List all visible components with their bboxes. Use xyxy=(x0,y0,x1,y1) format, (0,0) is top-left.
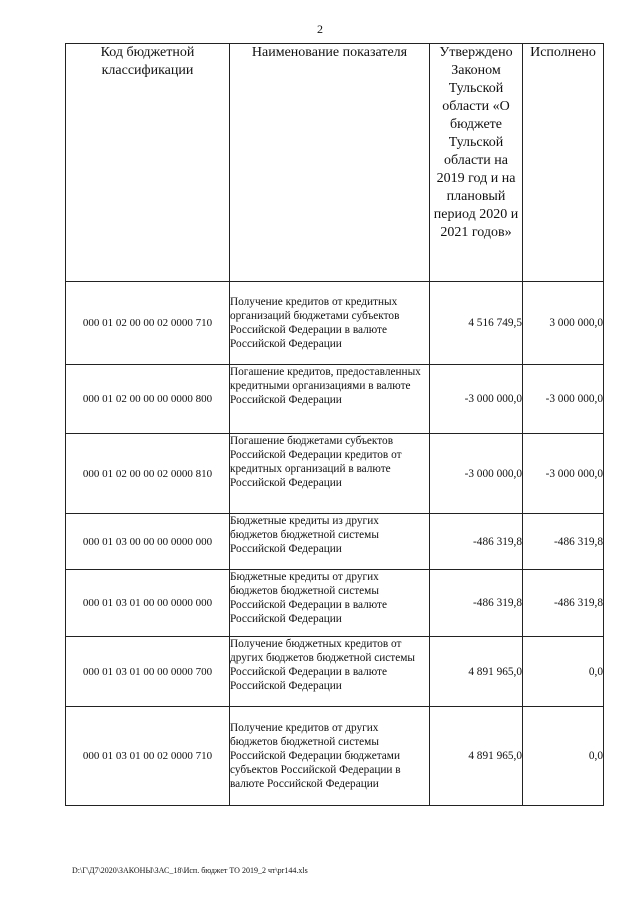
table-row xyxy=(66,282,604,365)
row-code: 000 01 02 00 00 02 0000 710 xyxy=(66,282,230,365)
row-approved: 4 891 965,0 xyxy=(430,707,523,806)
table-row xyxy=(66,570,604,637)
row-name: Бюджетные кредиты от других бюджетов бюджетной системы Российской Федерации в валюте Российской Федерации xyxy=(230,570,430,637)
row-code: 000 01 02 00 00 02 0000 810 xyxy=(66,434,230,514)
row-name: Получение бюджетных кредитов от других бюджетов бюджетной системы Российской Федерации в валюте Российской Федерации xyxy=(230,637,430,707)
row-approved: 4 891 965,0 xyxy=(430,637,523,707)
row-approved: -486 319,8 xyxy=(430,514,523,570)
row-approved: -486 319,8 xyxy=(430,570,523,637)
header-executed: Исполнено xyxy=(523,44,604,282)
row-code: 000 01 03 01 00 02 0000 710 xyxy=(66,707,230,806)
table-row xyxy=(66,434,604,514)
budget-table xyxy=(65,43,604,806)
row-code: 000 01 02 00 00 00 0000 800 xyxy=(66,365,230,434)
row-executed: -486 319,8 xyxy=(523,514,604,570)
header-code: Код бюджетной классификации xyxy=(66,44,230,282)
table-row xyxy=(66,637,604,707)
row-executed: 0,0 xyxy=(523,707,604,806)
row-executed: -486 319,8 xyxy=(523,570,604,637)
row-name: Получение кредитов от других бюджетов бюджетной системы Российской Федерации бюджетами субъектов Российской Федерации в валюте Российской Федерации xyxy=(230,707,430,806)
table-row xyxy=(66,707,604,806)
row-executed: 3 000 000,0 xyxy=(523,282,604,365)
row-name: Погашение кредитов, предоставленных кредитными организациями в валюте Российской Федерации xyxy=(230,365,430,434)
row-code: 000 01 03 01 00 00 0000 000 xyxy=(66,570,230,637)
row-approved: 4 516 749,5 xyxy=(430,282,523,365)
row-approved: -3 000 000,0 xyxy=(430,365,523,434)
table-row xyxy=(66,365,604,434)
row-executed: 0,0 xyxy=(523,637,604,707)
table-row xyxy=(66,514,604,570)
row-name: Получение кредитов от кредитных организаций бюджетами субъектов Российской Федерации в валюте Российской Федерации xyxy=(230,282,430,365)
page-number: 2 xyxy=(317,22,323,36)
row-name: Бюджетные кредиты из других бюджетов бюджетной системы Российской Федерации xyxy=(230,514,430,570)
header-approved: Утверждено Законом Тульской области «О бюджете Тульской области на 2019 год и на плановый период 2020 и 2021 годов» xyxy=(430,44,523,282)
footer-file-path: D:\Г\Д7\2020\ЗАКОНЫ\ЗАС_18\Исп. бюджет ТО 2019_2 чт\pr144.xls xyxy=(72,866,308,875)
table-header-row xyxy=(66,44,604,282)
row-name: Погашение бюджетами субъектов Российской Федерации кредитов от кредитных организаций в валюте Российской Федерации xyxy=(230,434,430,514)
row-executed: -3 000 000,0 xyxy=(523,434,604,514)
header-name: Наименование показателя xyxy=(230,44,430,282)
row-code: 000 01 03 00 00 00 0000 000 xyxy=(66,514,230,570)
row-approved: -3 000 000,0 xyxy=(430,434,523,514)
row-code: 000 01 03 01 00 00 0000 700 xyxy=(66,637,230,707)
row-executed: -3 000 000,0 xyxy=(523,365,604,434)
